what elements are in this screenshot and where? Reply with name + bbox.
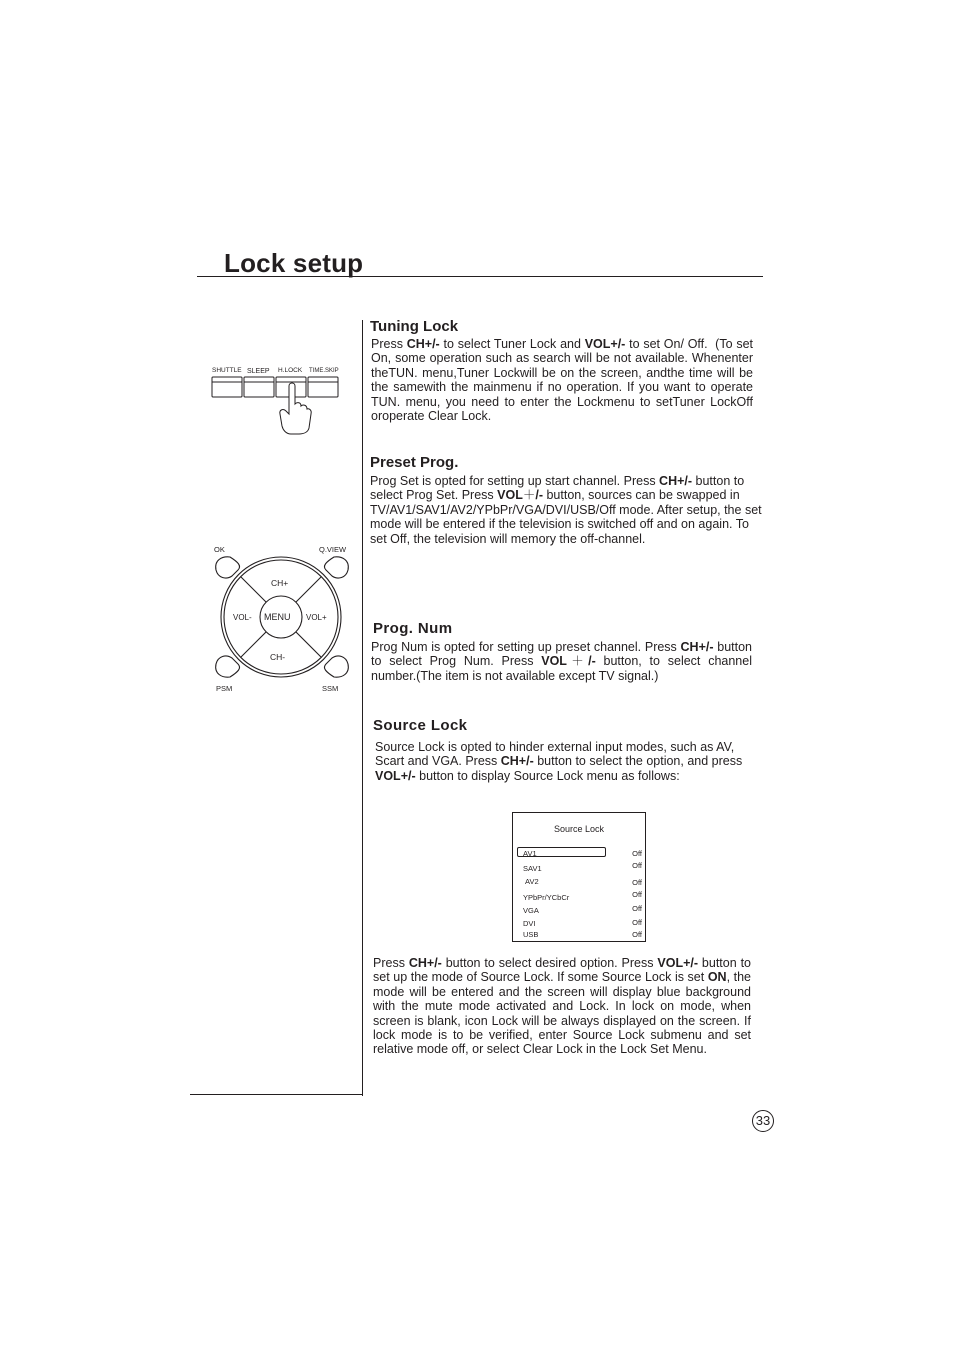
menu-row-value: Off <box>632 904 642 913</box>
shuttle-key <box>212 377 242 397</box>
vol-down-label: VOL- <box>233 613 252 622</box>
psm-label: PSM <box>216 684 233 693</box>
title-rule <box>197 276 763 277</box>
prog-num-text: Prog Num is opted for setting up preset channel. Press CH+/- button to select Prog Num. Press VOL＋/- button, to select channel number.(The item is not available except TV signal.) <box>371 640 752 683</box>
preset-prog-text: Prog Set is opted for setting up start channel. Press CH+/- button to select Prog Set. Press VOL＋/- button, sources can be swapped in TV/AV1/SAV1/AV2/YPbPr/VGA/DVI/USB/Off mode. After setup, the set mode will be entered if the television is switched off and on again. To set Off, the television will memory the off-channel. <box>370 474 762 546</box>
ssm-key <box>324 656 348 677</box>
remote-pad-illustration <box>208 540 356 700</box>
menu-row-label: DVI <box>523 919 536 928</box>
menu-row-value: Off <box>632 890 642 899</box>
source-lock-heading: Source Lock <box>373 717 468 734</box>
timeskip-label: TIME.SKIP <box>309 368 339 374</box>
hlock-label: H.LOCK <box>278 367 303 374</box>
shuttle-label: SHUTTLE <box>212 367 242 374</box>
source-lock-menu-title: Source Lock <box>553 824 605 834</box>
menu-row-value: Off <box>632 918 642 927</box>
menu-label: MENU <box>264 612 291 622</box>
ssm-label: SSM <box>322 684 339 693</box>
ch-up-label: CH+ <box>271 578 289 588</box>
menu-row-label: YPbPr/YCbCr <box>523 893 570 902</box>
tuning-lock-heading: Tuning Lock <box>370 318 459 335</box>
menu-row-label: USB <box>523 930 539 939</box>
menu-row-label: AV2 <box>525 877 539 886</box>
sleep-key <box>244 377 274 397</box>
prog-num-heading: Prog. Num <box>373 620 453 637</box>
menu-row-value: Off <box>632 930 642 939</box>
menu-row-label: SAV1 <box>523 864 542 873</box>
vol-up-label: VOL+ <box>306 613 327 622</box>
menu-row-value: Off <box>632 878 642 887</box>
page-title: Lock setup <box>224 248 364 278</box>
menu-row-value: Off <box>632 849 642 858</box>
vertical-divider <box>362 320 363 1096</box>
sleep-label: SLEEP <box>247 368 270 375</box>
source-lock-text: Source Lock is opted to hinder external input modes, such as AV, Scart and VGA. Press CH+/- button to select the option, and press VOL+/- button to display Source Lock menu as follows: <box>375 740 743 783</box>
bottom-rule <box>190 1094 363 1095</box>
source-lock-menu <box>512 812 646 942</box>
tuning-lock-text: Press CH+/- to select Tuner Lock and VOL+/- to set On/ Off. (To set On, some operation such as search will be not available. Whenenter theTUN. menu,Tuner Lockwill be on the screen, andthe time will be the samewith the mainmenu if no operation. If you want to operate TUN. menu, you need to enter the Lockmenu to setTuner LockOff oroperate Clear Lock. <box>371 337 753 424</box>
ok-key <box>216 557 240 578</box>
preset-prog-heading: Preset Prog. <box>370 454 459 471</box>
qview-label: Q.VIEW <box>319 545 347 554</box>
source-lock-instructions: Press CH+/- button to select desired option. Press VOL+/- button to set up the mode of Source Lock. If some Source Lock is set ON, the mode will be entered and the screen will display blue background with the mute mode activated and Lock. In lock on mode, when screen is blank, icon Lock will be always displayed on the screen. If lock mode is to be verified, enter Source Lock submenu and set relative mode off, or select Clear Lock in the Lock Set Menu. <box>373 956 751 1057</box>
remote-top-buttons-illustration <box>205 362 345 438</box>
psm-key <box>216 656 240 677</box>
menu-row-label: AV1 <box>523 849 537 858</box>
timeskip-key <box>308 377 338 397</box>
qview-key <box>324 557 348 578</box>
ok-label: OK <box>214 545 225 554</box>
ch-down-label: CH- <box>270 652 286 662</box>
menu-row-value: Off <box>632 861 642 870</box>
page-number: 33 <box>752 1110 774 1132</box>
menu-row-label: VGA <box>523 906 539 915</box>
